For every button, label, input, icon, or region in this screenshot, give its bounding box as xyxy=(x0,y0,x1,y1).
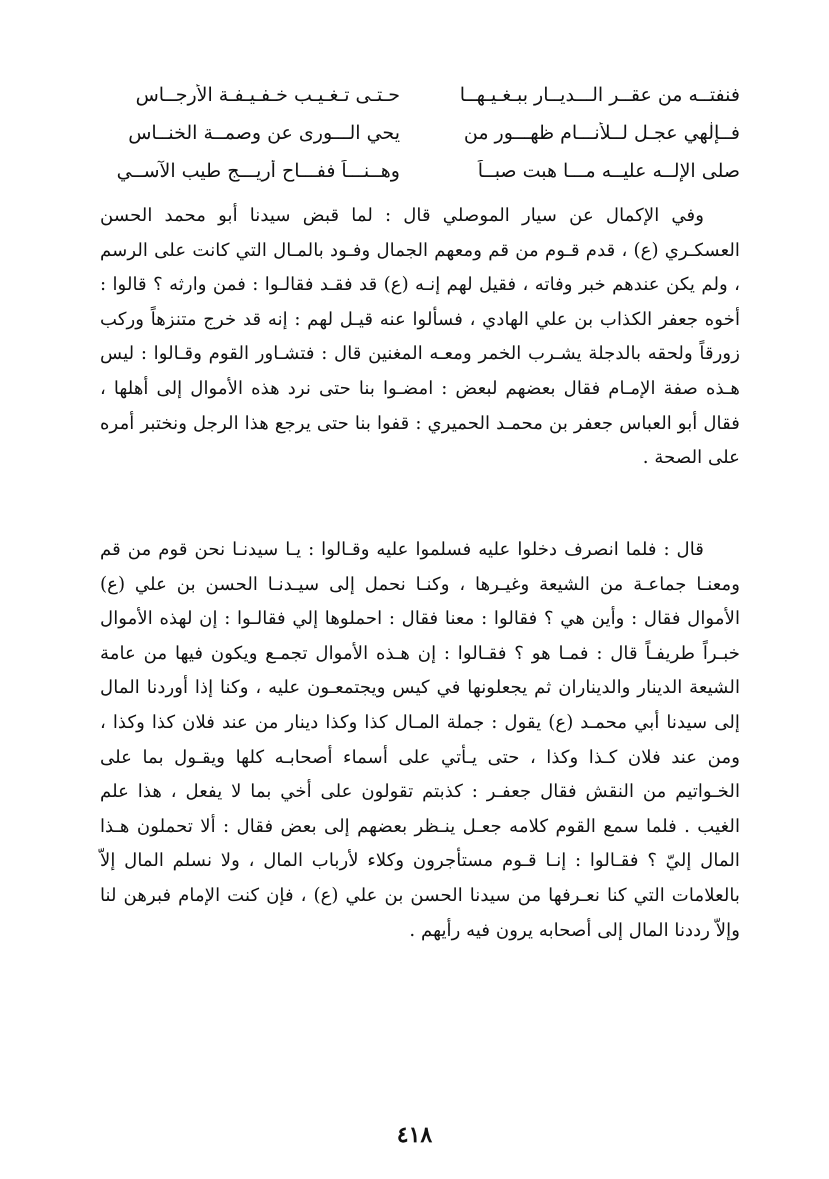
verse-first-hemistich: فنفتــه من عقــر الـــديــار ببـغـيـهــا xyxy=(459,84,740,106)
verse-first-hemistich: صلى الإلــه عليــه مـــا هبت صبــاً xyxy=(477,160,740,182)
poem-verse xyxy=(100,76,740,114)
page-number: ٤١٨ xyxy=(396,1122,433,1148)
paragraph-text: وفي الإكمال عن سيار الموصلي قال : لما قبض سيدنا أبو محمد الحسن العسكـري (ع) ، قدم قـوم من قم ومعهم الجمال وفـود بالمـال التي كانت على الرسم ، ولم يكن عندهم خبر وفاته ، فقيل لهم إنـه (ع) قد فقـد فقالـوا : فمن وارثه ؟ قالوا : أخوه جعفر الكذاب بن علي الهادي ، فسألوا عنه قيـل لهم : إنه قد خرج متنزهاً وركب زورقاً ولحقه بالدجلة يشـرب الخمر ومعـه المغنين قال : فتشـاور القوم وقـالوا : ليس هـذه صفة الإمـام فقال بعضهم لبعض : امضـوا بنا حتى نرد هذه الأموال إلى أهلها ، فقال أبو العباس جعفر بن محمـد الحميري : قفوا بنا حتى يرجع هذا الرجل ونختبر أمره على الصحة . xyxy=(100,205,740,469)
poem-verse xyxy=(100,152,740,190)
prose-paragraph-1 xyxy=(100,199,740,476)
poem-block xyxy=(100,76,740,190)
verse-second-hemistich: وهــنـــاً ففـــاح أريـــج طيب الآســي xyxy=(116,160,400,182)
verse-second-hemistich: حـتـى تـغـيـب خـفـيـفـة الأرجــاس xyxy=(135,84,400,106)
verse-second-hemistich: يحي الـــورى عن وصمــة الخنــاس xyxy=(128,122,400,144)
verse-first-hemistich: فــإلٰهي عجـل لــلأنـــام ظهـــور من xyxy=(463,122,740,144)
prose-paragraph-2 xyxy=(100,533,740,948)
paragraph-text: قال : فلما انصرف دخلوا عليه فسلموا عليه وقـالوا : يـا سيدنـا نحن قوم من قم ومعنـا جماعـة من الشيعة وغيـرها ، وكنـا نحمل إلى سيـدنـا الحسن بن علي (ع) الأموال فقال : وأين هي ؟ فقالوا : معنا فقال : احملوها إلي فقالـوا : إن لهذه الأموال خبـراً طريفـاً قال : فمـا هو ؟ فقـالوا : إن هـذه الأموال تجمـع ويكون فيها من عامة الشيعة الدينار والديناران ثم يجعلونها في كيس ويجتمعـون عليه ، وكنا إذا أوردنا المال إلى سيدنا أبي محمـد (ع) يقول : جملة المـال كذا وكذا دينار من عند فلان كذا وكذا ، ومن عند فلان كـذا وكذا ، حتى يـأتي على أسماء أصحابـه كلها ويقـول بما على الخـواتيم من النقش فقال جعفـر : كذبتم تقولون على أخي بما لا يفعل ، هذا علم الغيب . فلما سمع القوم كلامه جعـل ينـظر بعضهم إلى بعض فقال : ألا تحملون هـذا المال إليّ ؟ فقـالوا : إنـا قـوم مستأجرون وكلاء لأرباب المال ، ولا نسلم المال إلاّ بالعلامات التي كنا نعـرفها من سيدنا الحسن بن علي (ع) ، فإن كنت الإمام فبرهن لنا وإلاّ رددنا المال إلى أصحابه يرون فيه رأيهم . xyxy=(100,539,740,941)
poem-verse xyxy=(100,114,740,152)
